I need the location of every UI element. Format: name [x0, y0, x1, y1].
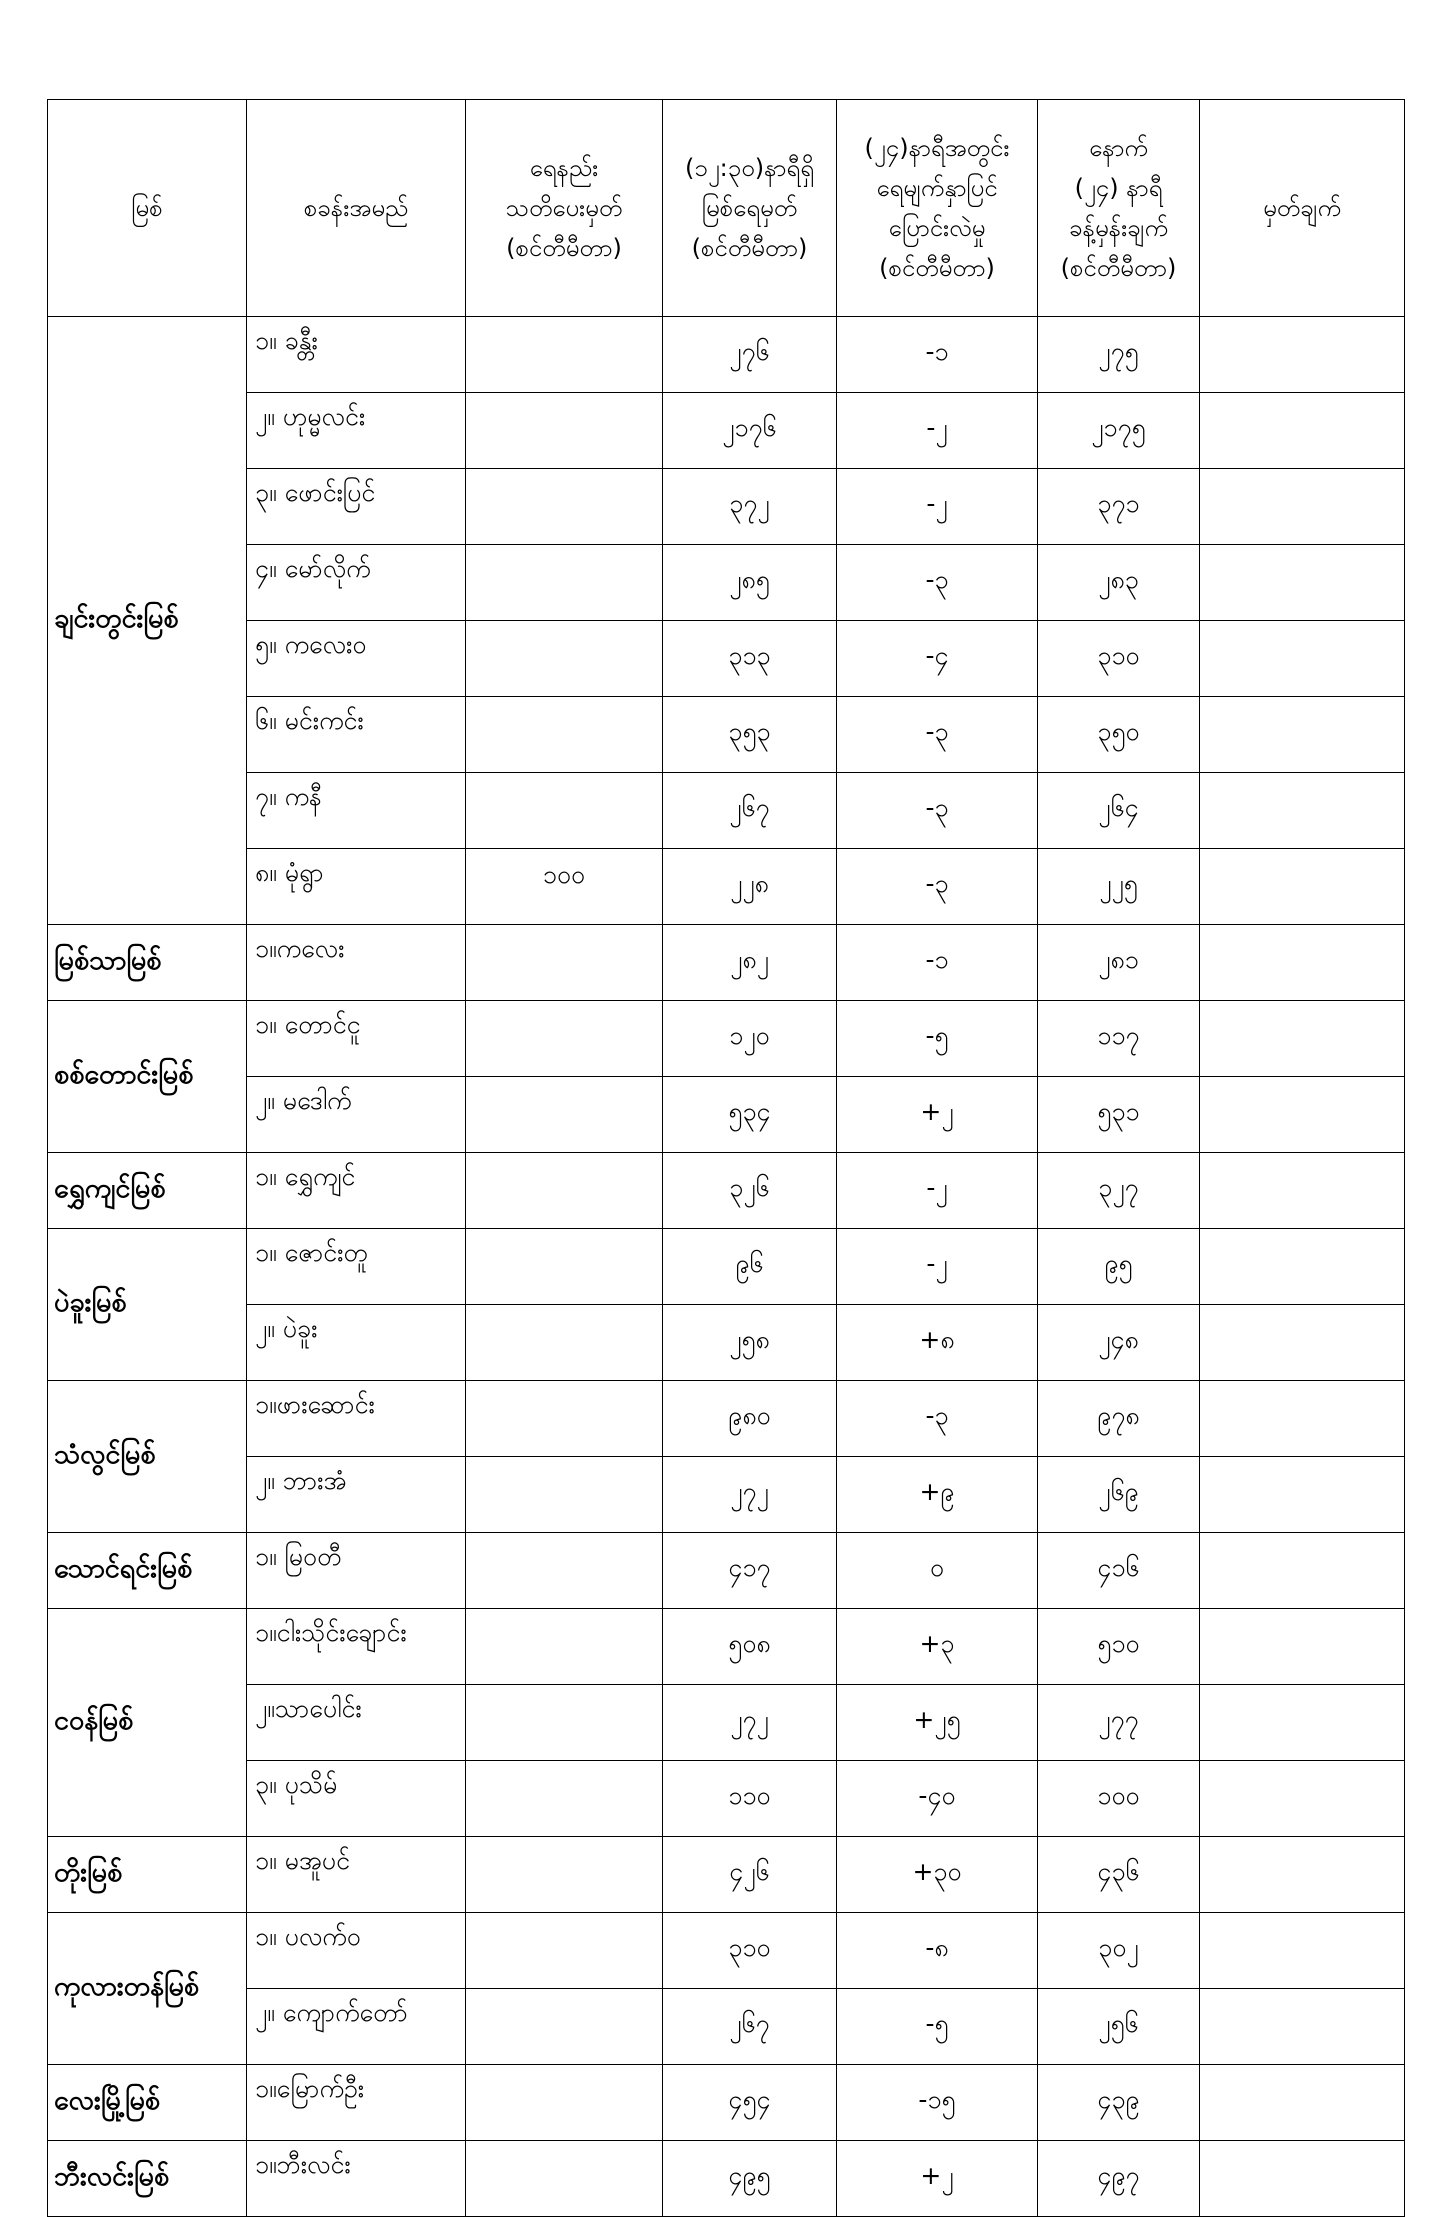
station-name: ၂။ ပဲခူး	[247, 1305, 466, 1381]
current-level-cell: ၄၉၅	[663, 2141, 837, 2217]
change-cell: -၃	[837, 773, 1038, 849]
river-name: လေးမြို့မြစ်	[48, 2065, 247, 2141]
station-name: ၁။ မအူပင်	[247, 1837, 466, 1913]
forecast-cell: ၉၇၈	[1038, 1381, 1200, 1457]
table-row	[48, 1685, 1405, 1761]
remark-cell	[1200, 317, 1405, 393]
remark-cell	[1200, 1533, 1405, 1609]
warning-level-cell	[466, 1381, 663, 1457]
forecast-cell: ၂၁၇၅	[1038, 393, 1200, 469]
change-cell: -၂	[837, 393, 1038, 469]
forecast-cell: ၄၉၇	[1038, 2141, 1200, 2217]
warning-level-cell	[466, 317, 663, 393]
river-name: သံလွင်မြစ်	[48, 1381, 247, 1533]
warning-level-cell	[466, 1153, 663, 1229]
current-level-cell: ၉၈၀	[663, 1381, 837, 1457]
water-level-table	[47, 99, 1405, 2217]
warning-level-cell	[466, 925, 663, 1001]
station-name: ၁။ ပလက်ဝ	[247, 1913, 466, 1989]
change-cell: ၀	[837, 1533, 1038, 1609]
remark-cell	[1200, 621, 1405, 697]
current-level-cell: ၁၁၀	[663, 1761, 837, 1837]
header-row	[48, 100, 1405, 317]
current-level-cell: ၂၇၆	[663, 317, 837, 393]
warning-level-cell	[466, 1533, 663, 1609]
remark-cell	[1200, 1457, 1405, 1533]
remark-cell	[1200, 925, 1405, 1001]
change-cell: -၄၀	[837, 1761, 1038, 1837]
station-name: ၁။ဖားဆောင်း	[247, 1381, 466, 1457]
remark-cell	[1200, 1609, 1405, 1685]
river-name: ကုလားတန်မြစ်	[48, 1913, 247, 2065]
forecast-cell: ၄၁၆	[1038, 1533, 1200, 1609]
remark-cell	[1200, 849, 1405, 925]
current-level-cell: ၃၅၃	[663, 697, 837, 773]
warning-level-cell	[466, 2141, 663, 2217]
header-24h-change: (၂၄)နာရီအတွင်း ရေမျက်နှာပြင် ပြောင်းလဲမှု (စင်တီမီတာ)	[837, 100, 1038, 317]
change-cell: -၅	[837, 1989, 1038, 2065]
current-level-cell: ၂၈၂	[663, 925, 837, 1001]
table-row	[48, 1001, 1405, 1077]
table-row	[48, 1533, 1405, 1609]
forecast-cell: ၂၈၃	[1038, 545, 1200, 621]
table-row	[48, 393, 1405, 469]
change-cell: -၃	[837, 545, 1038, 621]
warning-level-cell	[466, 697, 663, 773]
warning-level-cell	[466, 1761, 663, 1837]
header-station: စခန်းအမည်	[247, 100, 466, 317]
remark-cell	[1200, 1381, 1405, 1457]
station-name: ၄။ မော်လိုက်	[247, 545, 466, 621]
forecast-cell: ၂၄၈	[1038, 1305, 1200, 1381]
station-name: ၁။ မြဝတီ	[247, 1533, 466, 1609]
change-cell: -၂	[837, 1153, 1038, 1229]
station-name: ၁။ငါးသိုင်းချောင်း	[247, 1609, 466, 1685]
change-cell: +၃၀	[837, 1837, 1038, 1913]
forecast-cell: ၁၀၀	[1038, 1761, 1200, 1837]
station-name: ၂။ ဘားအံ	[247, 1457, 466, 1533]
station-name: ၂။ မဒေါက်	[247, 1077, 466, 1153]
forecast-cell: ၂၆၄	[1038, 773, 1200, 849]
change-cell: -၂	[837, 469, 1038, 545]
warning-level-cell	[466, 1001, 663, 1077]
remark-cell	[1200, 697, 1405, 773]
station-name: ၁။မြောက်ဦး	[247, 2065, 466, 2141]
remark-cell	[1200, 545, 1405, 621]
table-row	[48, 925, 1405, 1001]
table-row	[48, 773, 1405, 849]
current-level-cell: ၂၅၈	[663, 1305, 837, 1381]
forecast-cell: ၃၅၀	[1038, 697, 1200, 773]
change-cell: +၉	[837, 1457, 1038, 1533]
remark-cell	[1200, 773, 1405, 849]
remark-cell	[1200, 1761, 1405, 1837]
remark-cell	[1200, 1913, 1405, 1989]
current-level-cell: ၂၆၇	[663, 773, 837, 849]
forecast-cell: ၉၅	[1038, 1229, 1200, 1305]
warning-level-cell	[466, 1229, 663, 1305]
current-level-cell: ၃၁၃	[663, 621, 837, 697]
header-river: မြစ်	[48, 100, 247, 317]
station-name: ၁။ဘီးလင်း	[247, 2141, 466, 2217]
remark-cell	[1200, 1001, 1405, 1077]
current-level-cell: ၂၇၂	[663, 1457, 837, 1533]
station-name: ၁။ကလေး	[247, 925, 466, 1001]
change-cell: -၄	[837, 621, 1038, 697]
river-name: ငဝန်မြစ်	[48, 1609, 247, 1837]
forecast-cell: ၂၂၅	[1038, 849, 1200, 925]
warning-level-cell	[466, 2065, 663, 2141]
warning-level-cell	[466, 1913, 663, 1989]
current-level-cell: ၂၁၇၆	[663, 393, 837, 469]
current-level-cell: ၂၈၅	[663, 545, 837, 621]
warning-level-cell	[466, 773, 663, 849]
table-row	[48, 1609, 1405, 1685]
forecast-cell: ၄၃၉	[1038, 2065, 1200, 2141]
warning-level-cell	[466, 1685, 663, 1761]
station-name: ၃။ ပုသိမ်	[247, 1761, 466, 1837]
current-level-cell: ၁၂၀	[663, 1001, 837, 1077]
table-row	[48, 1305, 1405, 1381]
change-cell: -၃	[837, 697, 1038, 773]
current-level-cell: ၃၁၀	[663, 1913, 837, 1989]
station-name: ၂။ ဟုမ္မလင်း	[247, 393, 466, 469]
change-cell: +၈	[837, 1305, 1038, 1381]
remark-cell	[1200, 1229, 1405, 1305]
remark-cell	[1200, 1077, 1405, 1153]
warning-level-cell	[466, 545, 663, 621]
table-row	[48, 1381, 1405, 1457]
current-level-cell: ၄၂၆	[663, 1837, 837, 1913]
table-row	[48, 1837, 1405, 1913]
river-name: သောင်ရင်းမြစ်	[48, 1533, 247, 1609]
table-row	[48, 1761, 1405, 1837]
forecast-cell: ၁၁၇	[1038, 1001, 1200, 1077]
remark-cell	[1200, 2141, 1405, 2217]
warning-level-cell	[466, 469, 663, 545]
river-name: စစ်တောင်းမြစ်	[48, 1001, 247, 1153]
change-cell: -၈	[837, 1913, 1038, 1989]
station-name: ၁။ ရွှေကျင်	[247, 1153, 466, 1229]
header-remark: မှတ်ချက်	[1200, 100, 1405, 317]
warning-level-cell: ၁၀၀	[466, 849, 663, 925]
table-row	[48, 1229, 1405, 1305]
change-cell: +၂၅	[837, 1685, 1038, 1761]
river-name: ပဲခူးမြစ်	[48, 1229, 247, 1381]
remark-cell	[1200, 393, 1405, 469]
change-cell: -၁၅	[837, 2065, 1038, 2141]
table-row	[48, 849, 1405, 925]
remark-cell	[1200, 2065, 1405, 2141]
forecast-cell: ၂၆၉	[1038, 1457, 1200, 1533]
river-name: တိုးမြစ်	[48, 1837, 247, 1913]
remark-cell	[1200, 1837, 1405, 1913]
station-name: ၃။ ဖောင်းပြင်	[247, 469, 466, 545]
forecast-cell: ၃၂၇	[1038, 1153, 1200, 1229]
warning-level-cell	[466, 1457, 663, 1533]
station-name: ၅။ ကလေးဝ	[247, 621, 466, 697]
station-name: ၁။ ဇောင်းတူ	[247, 1229, 466, 1305]
forecast-cell: ၃၀၂	[1038, 1913, 1200, 1989]
forecast-cell: ၃၇၁	[1038, 469, 1200, 545]
table-row	[48, 1153, 1405, 1229]
remark-cell	[1200, 469, 1405, 545]
current-level-cell: ၂၇၂	[663, 1685, 837, 1761]
remark-cell	[1200, 1153, 1405, 1229]
change-cell: +၃	[837, 1609, 1038, 1685]
forecast-cell: ၅၁၀	[1038, 1609, 1200, 1685]
current-level-cell: ၂၂၈	[663, 849, 837, 925]
forecast-cell: ၄၃၆	[1038, 1837, 1200, 1913]
change-cell: -၃	[837, 1381, 1038, 1457]
warning-level-cell	[466, 1305, 663, 1381]
current-level-cell: ၃၂၆	[663, 1153, 837, 1229]
change-cell: -၁	[837, 925, 1038, 1001]
change-cell: +၂	[837, 2141, 1038, 2217]
current-level-cell: ၃၇၂	[663, 469, 837, 545]
station-name: ၈။ မုံရွာ	[247, 849, 466, 925]
current-level-cell: ၄၅၄	[663, 2065, 837, 2141]
warning-level-cell	[466, 1989, 663, 2065]
forecast-cell: ၅၃၁	[1038, 1077, 1200, 1153]
station-name: ၆။ မင်းကင်း	[247, 697, 466, 773]
station-name: ၇။ ကနီ	[247, 773, 466, 849]
remark-cell	[1200, 1305, 1405, 1381]
current-level-cell: ၄၁၇	[663, 1533, 837, 1609]
header-current-level: (၁၂:၃၀)နာရီရှိ မြစ်ရေမှတ် (စင်တီမီတာ)	[663, 100, 837, 317]
current-level-cell: ၉၆	[663, 1229, 837, 1305]
forecast-cell: ၂၅၆	[1038, 1989, 1200, 2065]
forecast-cell: ၃၁၀	[1038, 621, 1200, 697]
current-level-cell: ၅၀၈	[663, 1609, 837, 1685]
remark-cell	[1200, 1989, 1405, 2065]
river-name: ရွှေကျင်မြစ်	[48, 1153, 247, 1229]
warning-level-cell	[466, 1609, 663, 1685]
river-name: မြစ်သာမြစ်	[48, 925, 247, 1001]
station-name: ၁။ တောင်ငူ	[247, 1001, 466, 1077]
river-name: ဘီးလင်းမြစ်	[48, 2141, 247, 2217]
river-name: ချင်းတွင်းမြစ်	[48, 317, 247, 925]
station-name: ၂။သာပေါင်း	[247, 1685, 466, 1761]
warning-level-cell	[466, 393, 663, 469]
table-row	[48, 469, 1405, 545]
change-cell: -၁	[837, 317, 1038, 393]
forecast-cell: ၂၇၅	[1038, 317, 1200, 393]
forecast-cell: ၂၇၇	[1038, 1685, 1200, 1761]
table-row	[48, 1457, 1405, 1533]
remark-cell	[1200, 1685, 1405, 1761]
table-row	[48, 1989, 1405, 2065]
table-row	[48, 317, 1405, 393]
current-level-cell: ၅၃၄	[663, 1077, 837, 1153]
change-cell: -၅	[837, 1001, 1038, 1077]
warning-level-cell	[466, 1077, 663, 1153]
header-warning-level: ရေနည်း သတိပေးမှတ် (စင်တီမီတာ)	[466, 100, 663, 317]
table-row	[48, 545, 1405, 621]
change-cell: -၃	[837, 849, 1038, 925]
station-name: ၁။ ခန္တီး	[247, 317, 466, 393]
table-row	[48, 2065, 1405, 2141]
table-row	[48, 1913, 1405, 1989]
warning-level-cell	[466, 621, 663, 697]
forecast-cell: ၂၈၁	[1038, 925, 1200, 1001]
header-forecast: နောက် (၂၄) နာရီ ခန့်မှန်းချက် (စင်တီမီတာ)	[1038, 100, 1200, 317]
change-cell: +၂	[837, 1077, 1038, 1153]
station-name: ၂။ ကျောက်တော်	[247, 1989, 466, 2065]
current-level-cell: ၂၆၇	[663, 1989, 837, 2065]
table-row	[48, 697, 1405, 773]
change-cell: -၂	[837, 1229, 1038, 1305]
table-row	[48, 1077, 1405, 1153]
table-row	[48, 2141, 1405, 2217]
warning-level-cell	[466, 1837, 663, 1913]
table-row	[48, 621, 1405, 697]
